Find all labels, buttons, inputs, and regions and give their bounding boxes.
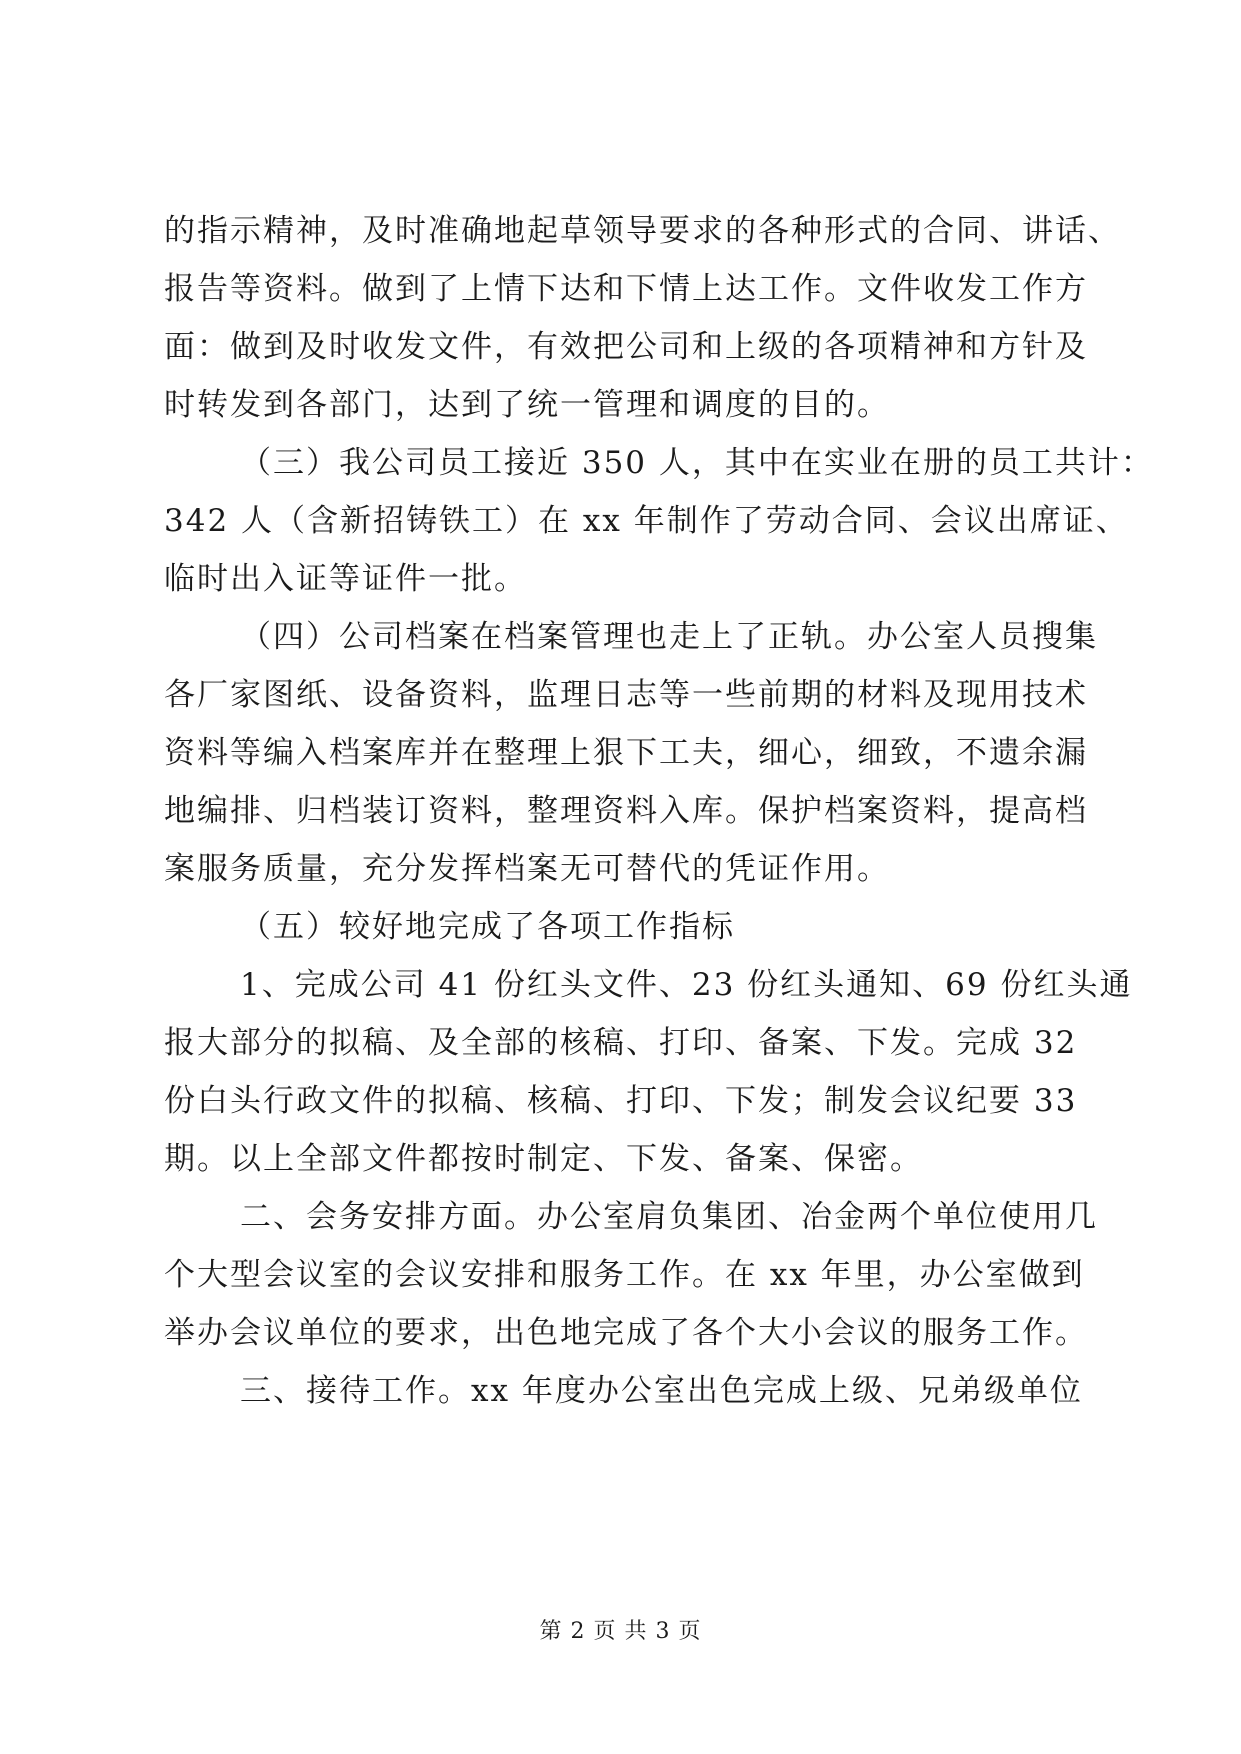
text-line-8: （四）公司档案在档案管理也走上了正轨。办公室人员搜集 [240, 619, 1098, 655]
text-line-1: 的指示精神，及时准确地起草领导要求的各种形式的合同、讲话、 [164, 213, 1121, 249]
text-line-4: 时转发到各部门，达到了统一管理和调度的目的。 [164, 387, 890, 423]
text-line-14: 1、完成公司 41 份红头文件、23 份红头通知、69 份红头通 [240, 967, 1133, 1003]
page-footer: 第 2 页 共 3 页 [539, 1619, 702, 1644]
text-line-10: 资料等编入档案库并在整理上狠下工夫，细心，细致，不遗余漏 [164, 735, 1088, 771]
text-line-16: 份白头行政文件的拟稿、核稿、打印、下发；制发会议纪要 33 [164, 1083, 1078, 1119]
text-line-18: 二、会务安排方面。办公室肩负集团、冶金两个单位使用几 [240, 1199, 1098, 1235]
document-body [164, 202, 1154, 1420]
text-line-21: 三、接待工作。xx 年度办公室出色完成上级、兄弟级单位 [240, 1373, 1083, 1409]
text-line-15: 报大部分的拟稿、及全部的核稿、打印、备案、下发。完成 32 [164, 1025, 1078, 1061]
text-line-13: （五）较好地完成了各项工作指标 [240, 909, 735, 945]
text-line-12: 案服务质量，充分发挥档案无可替代的凭证作用。 [164, 851, 890, 887]
text-line-17: 期。以上全部文件都按时制定、下发、备案、保密。 [164, 1141, 923, 1177]
text-line-6: 342 人（含新招铸铁工）在 xx 年制作了劳动合同、会议出席证、 [164, 503, 1129, 539]
text-line-20: 举办会议单位的要求，出色地完成了各个大小会议的服务工作。 [164, 1315, 1088, 1351]
text-line-5: （三）我公司员工接近 350 人，其中在实业在册的员工共计： [240, 445, 1154, 481]
text-line-3: 面：做到及时收发文件，有效把公司和上级的各项精神和方针及 [164, 329, 1088, 365]
text-line-11: 地编排、归档装订资料，整理资料入库。保护档案资料，提高档 [164, 793, 1088, 829]
text-line-19: 个大型会议室的会议安排和服务工作。在 xx 年里，办公室做到 [164, 1257, 1085, 1293]
text-line-7: 临时出入证等证件一批。 [164, 561, 527, 597]
text-line-9: 各厂家图纸、设备资料，监理日志等一些前期的材料及现用技术 [164, 677, 1088, 713]
text-line-2: 报告等资料。做到了上情下达和下情上达工作。文件收发工作方 [164, 271, 1088, 307]
